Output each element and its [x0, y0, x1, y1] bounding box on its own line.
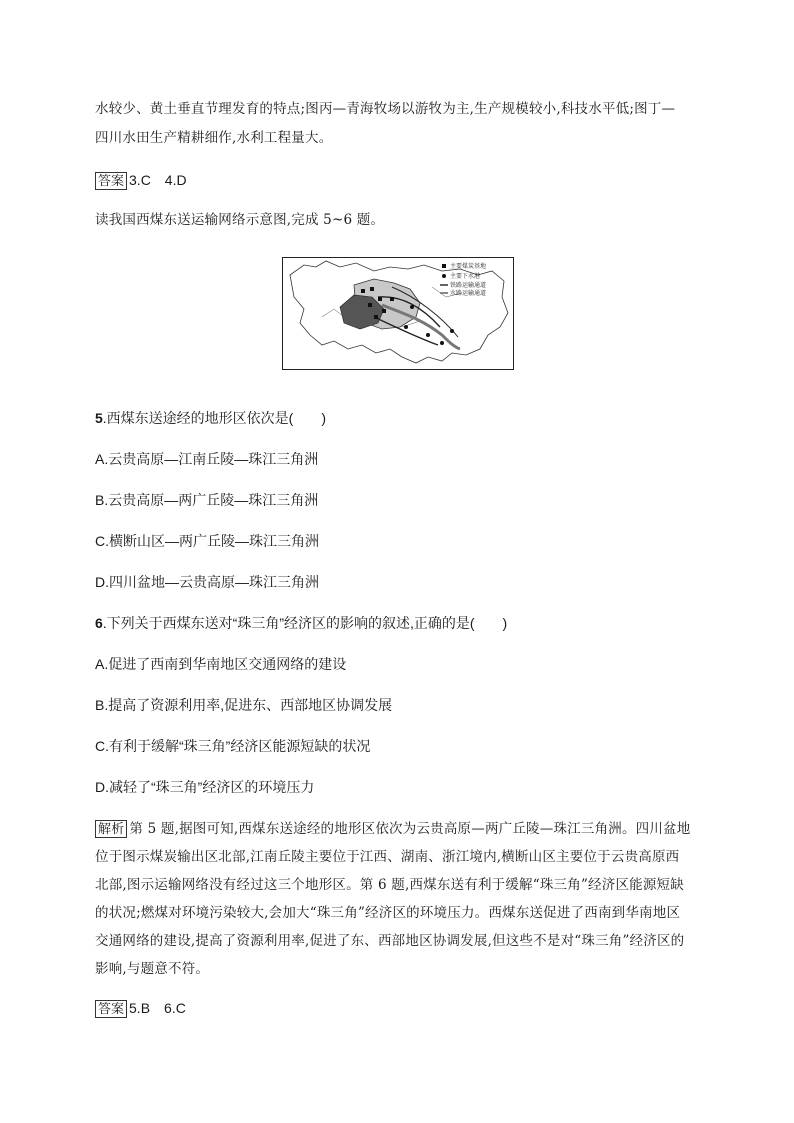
analysis-line-2: 位于图示煤炭输出区北部,江南丘陵主要位于江西、湖南、浙江境内,横断山区主要位于云贵高原西: [95, 849, 680, 865]
q6-option-b: B.提高了资源利用率,促进东、西部地区协调发展: [95, 697, 393, 713]
legend-water: 水路运输通道: [450, 290, 487, 297]
answer-text: 3.C 4.D: [129, 172, 187, 188]
q6-option-c: C.有利于缓解“珠三角”经济区能源短缺的状况: [95, 738, 371, 754]
q6-option-a: A.促进了西南到华南地区交通网络的建设: [95, 656, 347, 672]
question-5: [95, 409, 705, 427]
q5-option-a: A.云贵高原—江南丘陵—珠江三角洲: [95, 451, 319, 467]
legend-coal: 主要煤炭基地: [450, 263, 487, 270]
question-6: [95, 614, 705, 632]
answer-text: 5.B 6.C: [129, 1000, 186, 1016]
legend-rail: 铁路运输通道: [450, 282, 487, 289]
analysis-line-1: [95, 820, 705, 838]
q5-option-c: C.横断山区—两广丘陵—珠江三角洲: [95, 533, 319, 549]
analysis-text: 第 5 题,据图可知,西煤东送途经的地形区依次为云贵高原—两广丘陵—珠江三角洲。四川盆地: [129, 821, 691, 837]
analysis-line-3: 北部,图示运输网络没有经过这三个地形区。第 6 题,西煤东送有利于缓解“珠三角”经济区能源短缺: [95, 877, 684, 893]
q5-option-b: B.云贵高原—两广丘陵—珠江三角洲: [95, 492, 319, 508]
coal-transport-map: [282, 257, 514, 370]
question-number: 6: [95, 615, 103, 631]
question-stem: .下列关于西煤东送对“珠三角”经济区的影响的叙述,正确的是( ): [102, 615, 508, 631]
intro-line-2: 四川水田生产精耕细作,水利工程量大。: [95, 130, 333, 146]
legend-port-symbol: [442, 274, 446, 278]
analysis-line-5: 交通网络的建设,提高了资源利用率,促进了东、西部地区协调发展,但这些不是对“珠三角”经济区的: [95, 933, 685, 949]
legend-port: 主要下水港: [450, 273, 481, 280]
q5-option-d: D.四川盆地—云贵高原—珠江三角洲: [95, 574, 319, 590]
question-number: 5: [95, 410, 103, 426]
legend-coal-symbol: [442, 264, 446, 268]
q6-option-d: D.减轻了“珠三角”经济区的环境压力: [95, 779, 315, 795]
analysis-line-6: 影响,与题意不符。: [95, 961, 210, 977]
intro-line-1: 水较少、黄土垂直节理发育的特点;图丙—青海牧场以游牧为主,生产规模较小,科技水平低;图丁—: [95, 101, 676, 117]
answer-tag: 答案: [95, 172, 127, 190]
analysis-line-4: 的状况;燃煤对环境污染较大,会加大“珠三角”经济区的环境压力。西煤东送促进了西南到华南地区: [95, 905, 681, 921]
question-stem: .西煤东送途经的地形区依次是( ): [102, 410, 327, 426]
answer-block-2: [95, 999, 705, 1018]
answer-block-1: [95, 171, 705, 190]
analysis-tag: 解析: [95, 820, 127, 838]
question-prompt: 读我国西煤东送运输网络示意图,完成 5~6 题。: [95, 212, 385, 228]
answer-tag: 答案: [95, 1000, 127, 1018]
